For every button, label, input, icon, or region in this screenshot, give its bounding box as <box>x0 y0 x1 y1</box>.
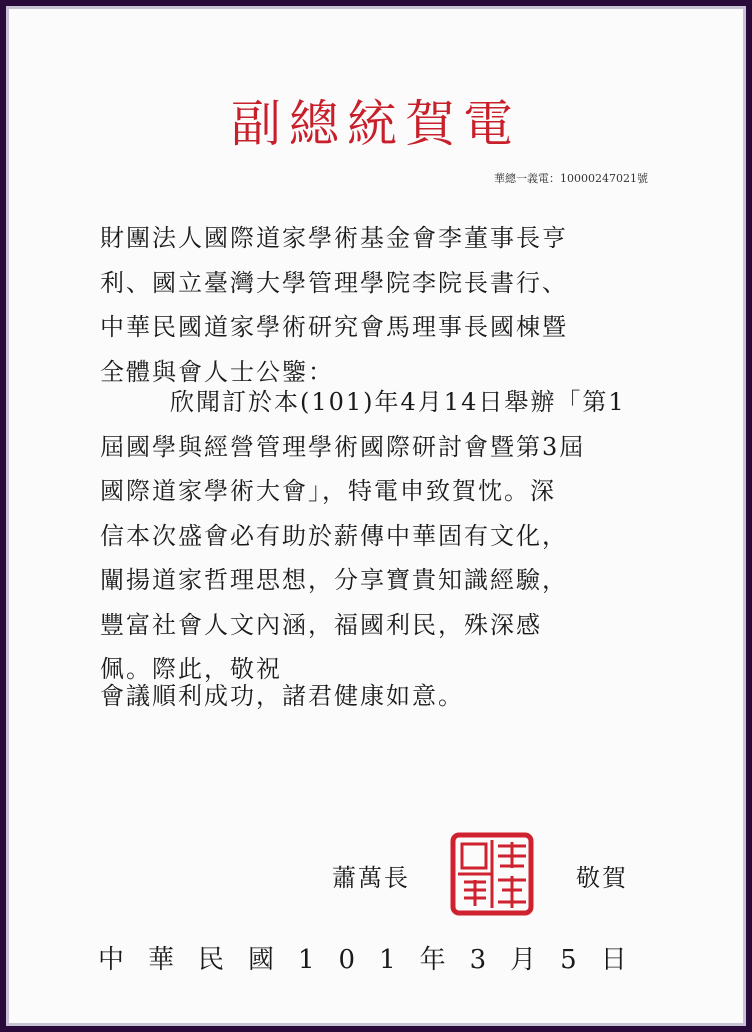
document-number: 華總一義電：10000247021號 <box>494 172 648 185</box>
body-block <box>100 380 660 692</box>
document-title: 副總統賀電 <box>231 95 521 153</box>
body-line: 豐富社會人文內涵，福國利民，殊深感 <box>100 610 542 639</box>
body-line: 信本次盛會必有助於薪傳中華固有文化， <box>100 521 568 550</box>
body-line: 佩。際此，敬祝 <box>100 655 282 683</box>
signer-name: 蕭萬長 <box>332 864 410 892</box>
recipient-line: 財團法人國際道家學術基金會李董事長亨 <box>100 224 568 252</box>
document-date: 中華民國101年3月5日 <box>98 945 651 975</box>
body-line: 欣聞訂於本(101)年4月14日舉辦「第1 <box>170 388 626 416</box>
closing-line: 會議順利成功，諸君健康如意。 <box>100 682 464 710</box>
recipient-line: 中華民國道家學術研究會馬理事長國棟暨 <box>100 313 568 341</box>
body-line: 闡揚道家哲理思想，分享寶貴知識經驗， <box>100 566 568 594</box>
recipients-block <box>100 216 660 394</box>
respect-phrase: 敬賀 <box>576 864 628 892</box>
body-line: 國際道家學術大會」，特電申致賀忱。深 <box>100 477 556 505</box>
seal-stamp <box>450 832 534 916</box>
recipient-line: 全體與會人士公鑒： <box>100 357 334 386</box>
body-line: 屆國學與經營管理學術國際研討會暨第3屆 <box>100 432 586 461</box>
recipient-line: 利、國立臺灣大學管理學院李院長書行、 <box>100 268 568 297</box>
